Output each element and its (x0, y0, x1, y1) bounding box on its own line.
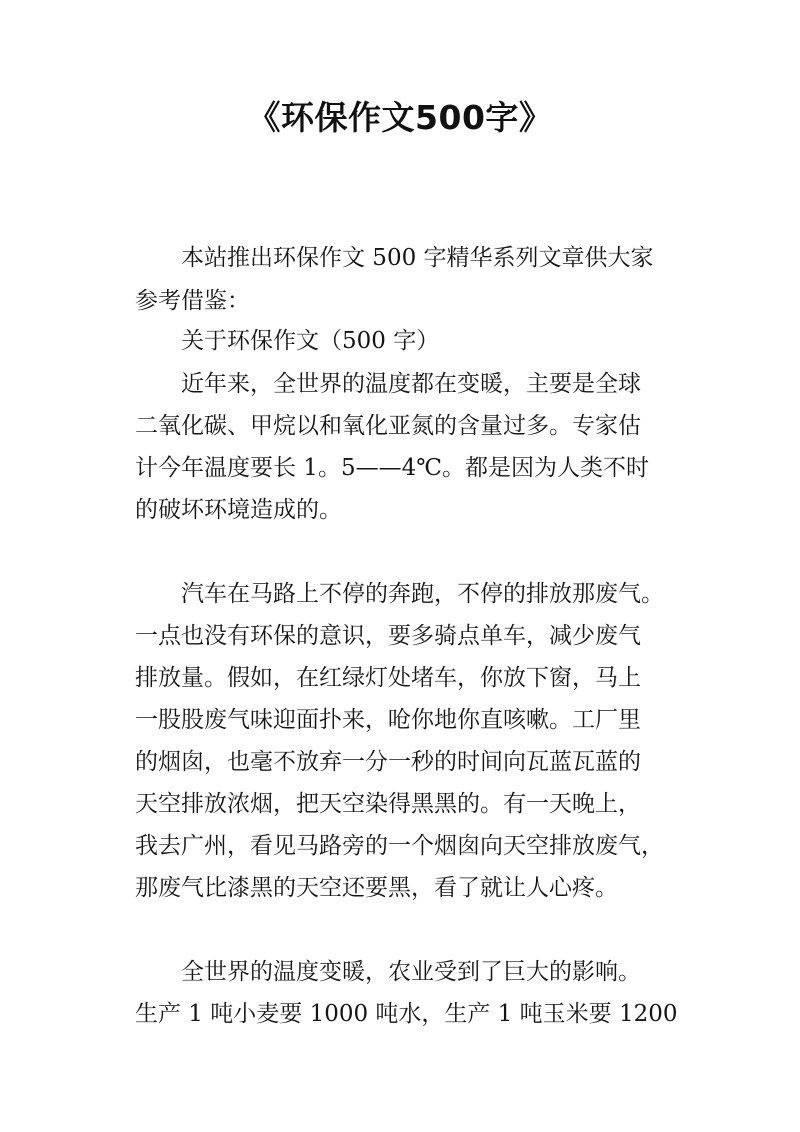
paragraph-line: 一点也没有环保的意识，要多骑点单车，减少废气 (135, 623, 641, 649)
paragraph-line: 汽车在马路上不停的奔跑，不停的排放那废气。 (181, 581, 664, 607)
paragraph-line: 的破坏环境造成的。 (135, 497, 342, 523)
paragraph-line: 计今年温度要长 1。5——4℃。都是因为人类不时 (135, 455, 649, 481)
paragraph-line: 参考借鉴： (135, 288, 250, 314)
paragraph-line: 天空排放浓烟，把天空染得黑黑的。有一天晚上， (135, 791, 641, 817)
paragraph-line: 一股股废气味迎面扑来，呛你地你直咳嗽。工厂里 (135, 707, 641, 733)
paragraph-line: 排放量。假如，在红绿灯处堵车，你放下窗，马上 (135, 665, 641, 691)
paragraph-line: 二氧化碳、甲烷以和氧化亚氮的含量过多。专家估 (135, 413, 641, 439)
paragraph-line: 的烟囱，也毫不放弃一分一秒的时间向瓦蓝瓦蓝的 (135, 749, 641, 775)
paragraph-line: 那废气比漆黑的天空还要黑，看了就让人心疼。 (135, 875, 618, 901)
paragraph-line: 生产 1 吨小麦要 1000 吨水，生产 1 吨玉米要 1200 (135, 1001, 678, 1027)
document-title: 《环保作文500字》 (247, 98, 553, 137)
paragraph-line: 近年来，全世界的温度都在变暖，主要是全球 (181, 371, 641, 397)
paragraph-line: 全世界的温度变暖，农业受到了巨大的影响。 (181, 959, 641, 985)
paragraph-line: 关于环保作文（500 字） (181, 328, 440, 354)
paragraph-line: 我去广州，看见马路旁的一个烟囱向天空排放废气， (135, 833, 664, 859)
paragraph-line: 本站推出环保作文 500 字精华系列文章供大家 (181, 245, 654, 271)
